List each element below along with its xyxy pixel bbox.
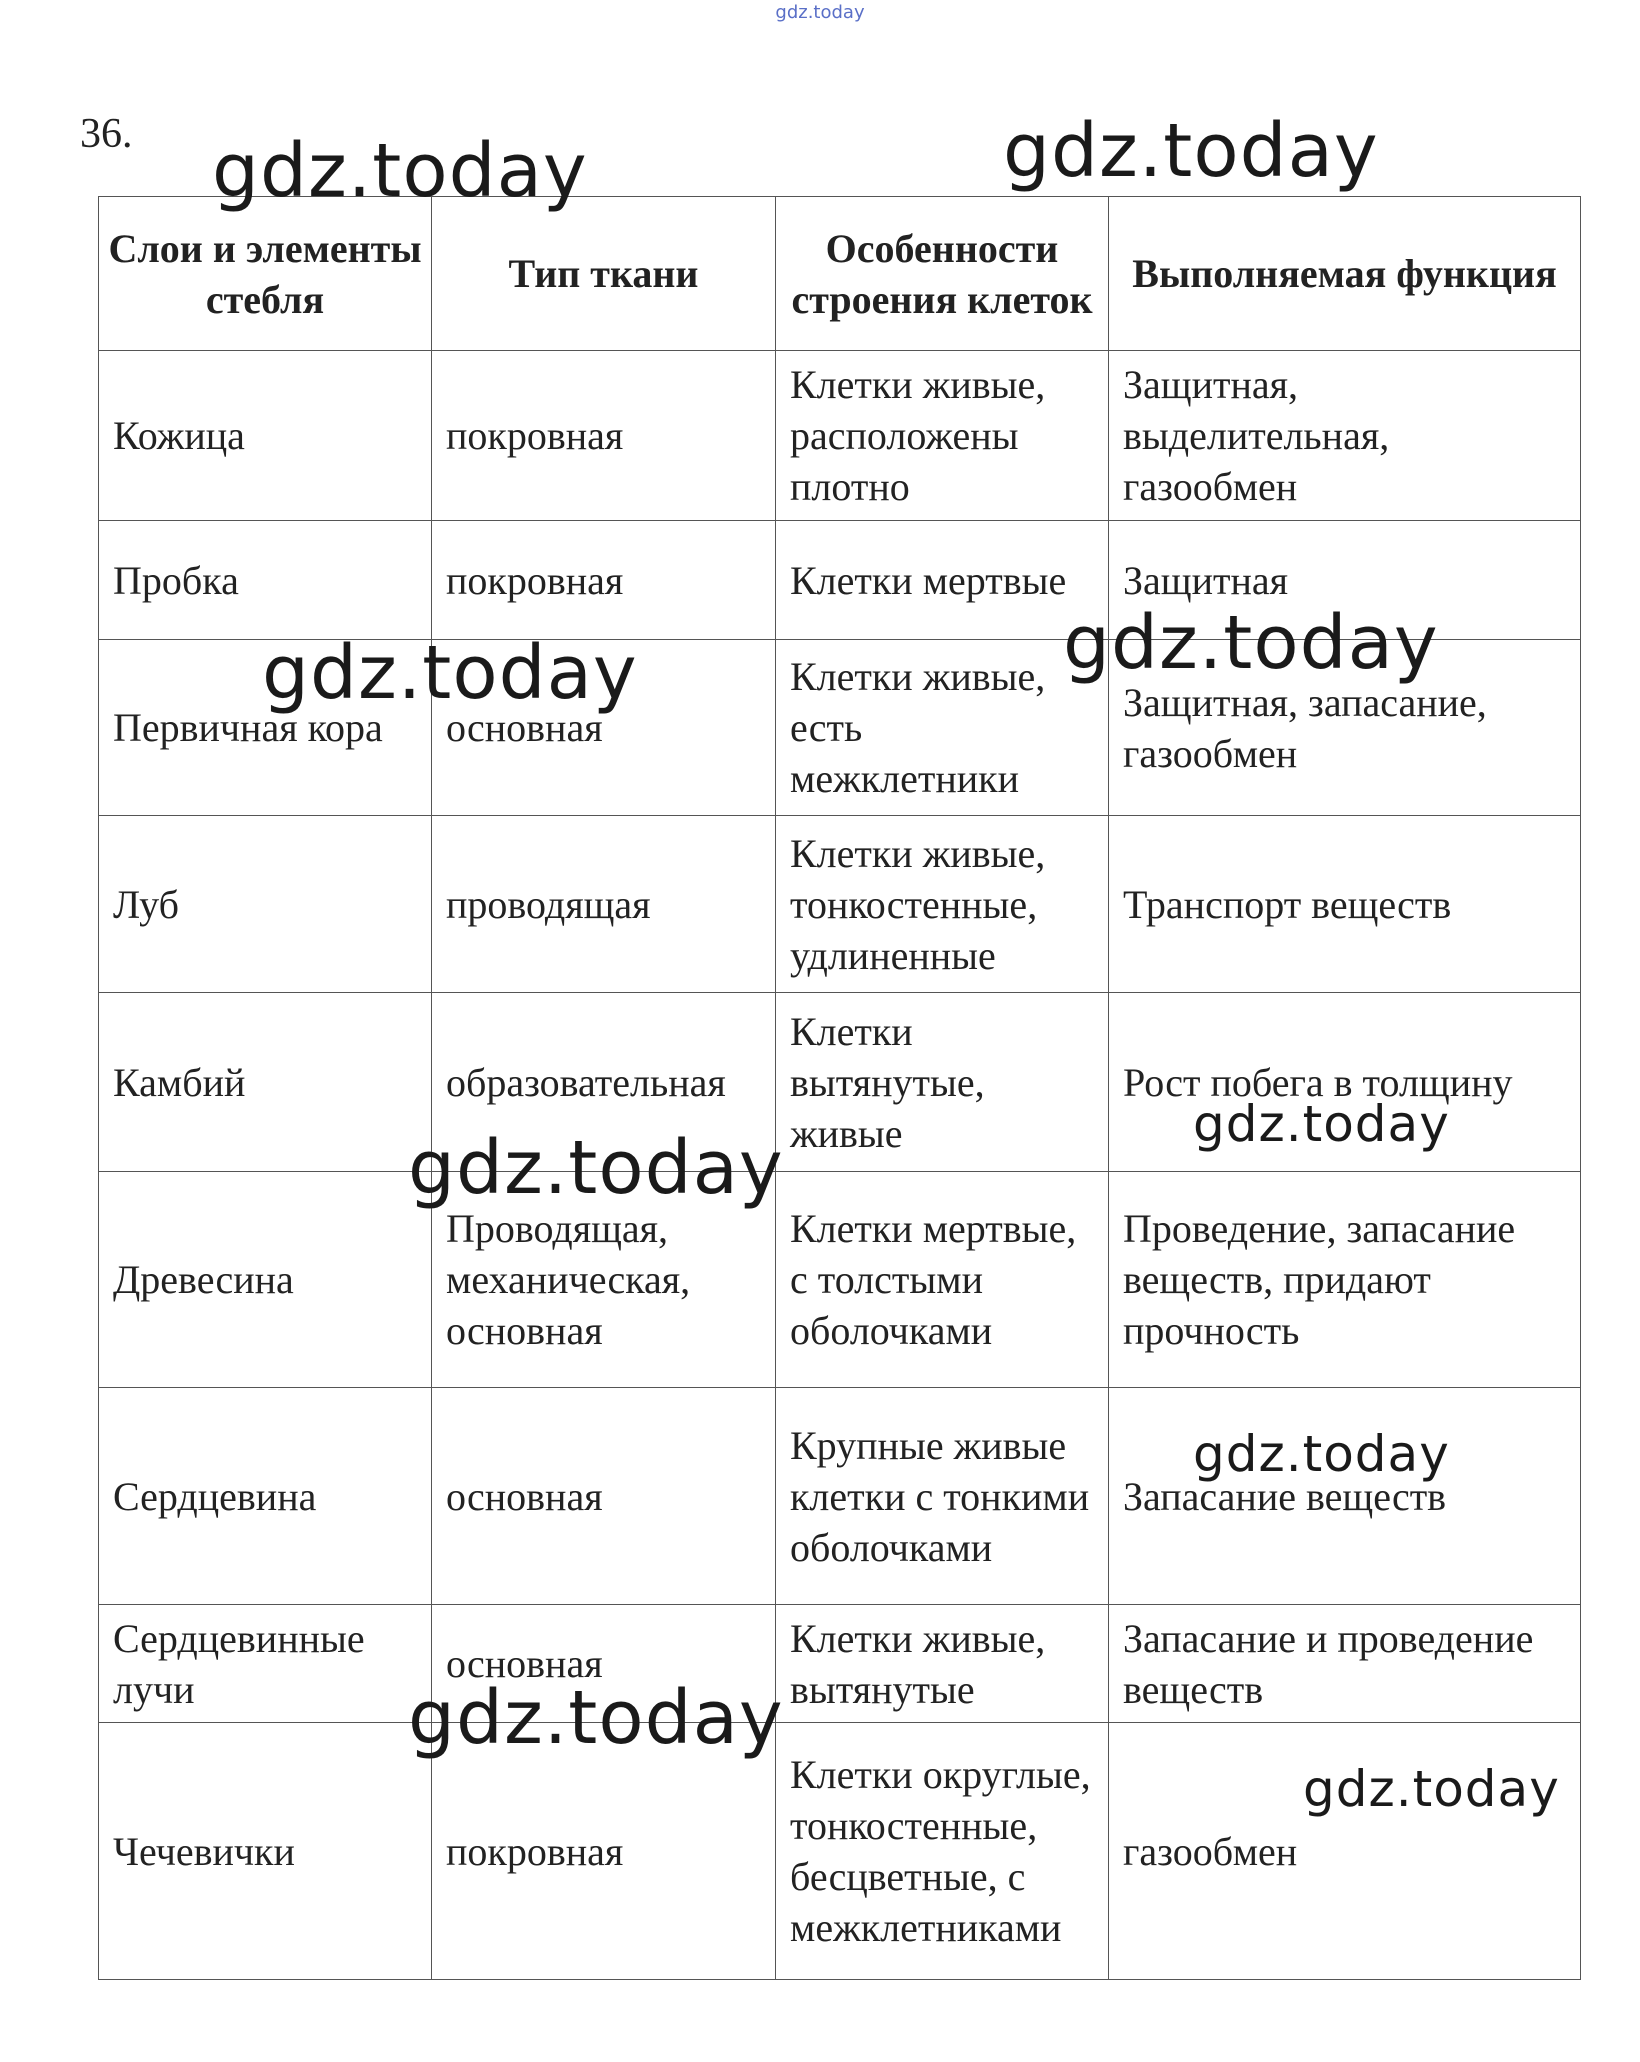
- cell-tissue: Проводящая, механическая, основная: [432, 1172, 776, 1388]
- cell-function: Защитная: [1109, 521, 1581, 640]
- header-cell-tissue-type: Тип ткани: [432, 197, 776, 351]
- watermark: gdz.today: [1193, 1095, 1450, 1153]
- watermark: gdz.today: [1063, 600, 1439, 686]
- cell-tissue: покровная: [432, 351, 776, 521]
- cell-function: Проведение, запасание веществ, придают прочность: [1109, 1172, 1581, 1388]
- stem-layers-table: [98, 196, 1581, 1980]
- site-link[interactable]: gdz.today: [775, 2, 865, 23]
- watermark: gdz.today: [212, 128, 588, 214]
- cell-tissue: покровная: [432, 1723, 776, 1980]
- table-row: [99, 993, 1581, 1172]
- watermark: gdz.today: [1003, 108, 1379, 194]
- cell-function: Защитная, запасание, газообмен: [1109, 640, 1581, 816]
- watermark: gdz.today: [1193, 1425, 1450, 1483]
- cell-tissue: основная: [432, 640, 776, 816]
- cell-features: Клетки живые, тонкостенные, удлиненные: [776, 816, 1109, 993]
- task-number: 36.: [80, 111, 133, 157]
- cell-features: Клетки живые, есть межклетники: [776, 640, 1109, 816]
- cell-features: Клетки вытянутые, живые: [776, 993, 1109, 1172]
- cell-features: Клетки мертвые, с толстыми оболочками: [776, 1172, 1109, 1388]
- cell-function: Защитная, выделительная, газообмен: [1109, 351, 1581, 521]
- cell-features: Клетки мертвые: [776, 521, 1109, 640]
- cell-features: Клетки живые, вытянутые: [776, 1605, 1109, 1723]
- watermark: gdz.today: [408, 1675, 784, 1761]
- cell-function: Рост побега в толщину: [1109, 993, 1581, 1172]
- cell-function: Запасание веществ: [1109, 1388, 1581, 1605]
- table-row: [99, 640, 1581, 816]
- cell-tissue: основная: [432, 1605, 776, 1723]
- cell-features: Клетки округлые, тонкостенные, бесцветные, с межклетниками: [776, 1723, 1109, 1980]
- cell-tissue: основная: [432, 1388, 776, 1605]
- table-header-row: [99, 197, 1581, 351]
- cell-function: газообмен: [1109, 1723, 1581, 1980]
- cell-features: Крупные живые клетки с тонкими оболочками: [776, 1388, 1109, 1605]
- cell-tissue: проводящая: [432, 816, 776, 993]
- cell-layer: Древесина: [99, 1172, 432, 1388]
- cell-layer: Кожица: [99, 351, 432, 521]
- table-row: [99, 1172, 1581, 1388]
- cell-layer: Камбий: [99, 993, 432, 1172]
- cell-function: Транспорт веществ: [1109, 816, 1581, 993]
- cell-layer: Сердцевинные лучи: [99, 1605, 432, 1723]
- cell-layer: Чечевички: [99, 1723, 432, 1980]
- watermark: gdz.today: [262, 630, 638, 716]
- table-row: [99, 351, 1581, 521]
- header-cell-layers: Слои и элементы стебля: [99, 197, 432, 351]
- watermark: gdz.today: [1303, 1760, 1560, 1818]
- table-row: [99, 816, 1581, 993]
- cell-layer: Пробка: [99, 521, 432, 640]
- cell-features: Клетки живые, расположены плотно: [776, 351, 1109, 521]
- cell-function: Запасание и проведение веществ: [1109, 1605, 1581, 1723]
- table-row: [99, 1723, 1581, 1980]
- cell-tissue: покровная: [432, 521, 776, 640]
- table-row: [99, 1388, 1581, 1605]
- cell-layer: Сердцевина: [99, 1388, 432, 1605]
- header-cell-cell-features: Особенности строения клеток: [776, 197, 1109, 351]
- cell-layer: Луб: [99, 816, 432, 993]
- cell-tissue: образовательная: [432, 993, 776, 1172]
- table-row: [99, 521, 1581, 640]
- table-row: [99, 1605, 1581, 1723]
- cell-layer: Первичная кора: [99, 640, 432, 816]
- header-cell-function: Выполняемая функция: [1109, 197, 1581, 351]
- watermark: gdz.today: [408, 1125, 784, 1211]
